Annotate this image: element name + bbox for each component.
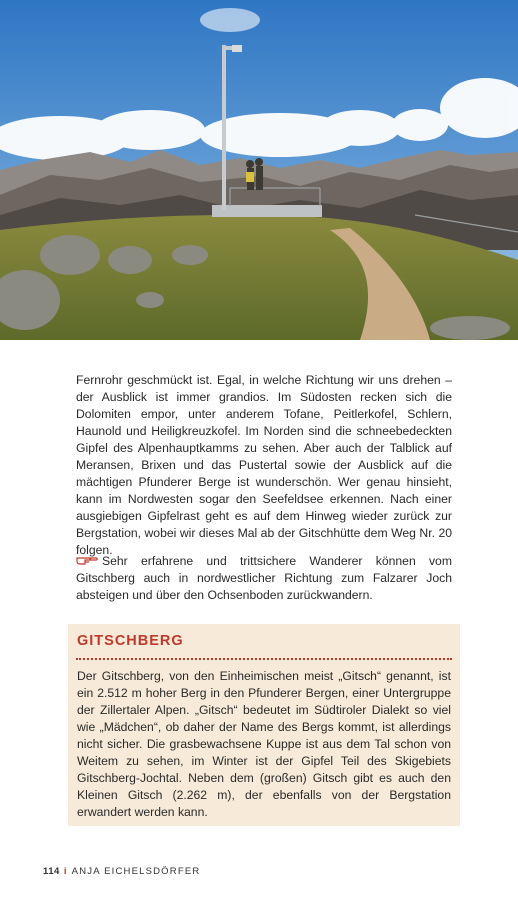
footer-separator: i	[63, 866, 68, 877]
summit-photo-illustration	[0, 0, 518, 340]
summit-photo	[0, 0, 518, 340]
page-number: 114	[43, 866, 60, 877]
author-name: ANJA EICHELSDÖRFER	[71, 866, 201, 877]
body-paragraph: Fernrohr geschmückt ist. Egal, in welche Richtung wir uns drehen – der Ausblick ist immer grandios. Im Südosten recken sich die Dolomiten empor, unter anderem Tofane, Peitlerkofel, Schlern, Haunold und Heiligkreuzkofel. Im Norden sind die schneebedeckten Gipfel des Alpenhauptkamms zu sehen. Aber auch der Talblick auf Meransen, Brixen und das Pustertal sowie der Ausblick auf die mächtigen Pfunderer Berge ist wunderschön. Wer genau hinsieht, kann im Nordwesten sogar den Seefeldsee erkennen. Nach einer ausgiebigen Gipfelrast geht es auf dem Hinweg wieder zurück zur Bergstation, wobei wir dieses Mal ab der Gitschhütte dem Weg Nr. 20 folgen.	[76, 373, 452, 557]
info-box-title: GITSCHBERG	[77, 633, 184, 649]
info-box-divider	[76, 658, 452, 660]
tip-paragraph	[76, 553, 452, 604]
tip-text: Sehr erfahrene und trittsichere Wanderer können vom Gitschberg auch in nordwestlicher Richtung zum Falzarer Joch absteigen und über den Ochsenboden zurückwandern.	[76, 554, 452, 602]
info-box-text: Der Gitschberg, von den Einheimischen meist „Gitsch“ genannt, ist ein 2.512 m hoher Berg in den Pfunderer Bergen, einer Untergruppe der Zillertaler Alpen. „Gitsch“ bedeutet im Südtiroler Dialekt so viel wie „Mädchen“, ob daher der Name des Bergs kommt, ist allerdings nicht sicher. Die grasbewachsene Kuppe ist aus dem Tal schon von Weitem zu sehen, im Winter ist der Gipfel Teil des Skigebiets Gitschberg-Jochtal. Neben dem (großen) Gitsch gibt es auch den Kleinen Gitsch (2.262 m), der ebenfalls von der Bergstation erwandert werden kann.	[77, 669, 451, 819]
info-box	[68, 624, 460, 826]
pointing-hand-icon	[76, 554, 98, 566]
page-footer	[43, 866, 200, 877]
